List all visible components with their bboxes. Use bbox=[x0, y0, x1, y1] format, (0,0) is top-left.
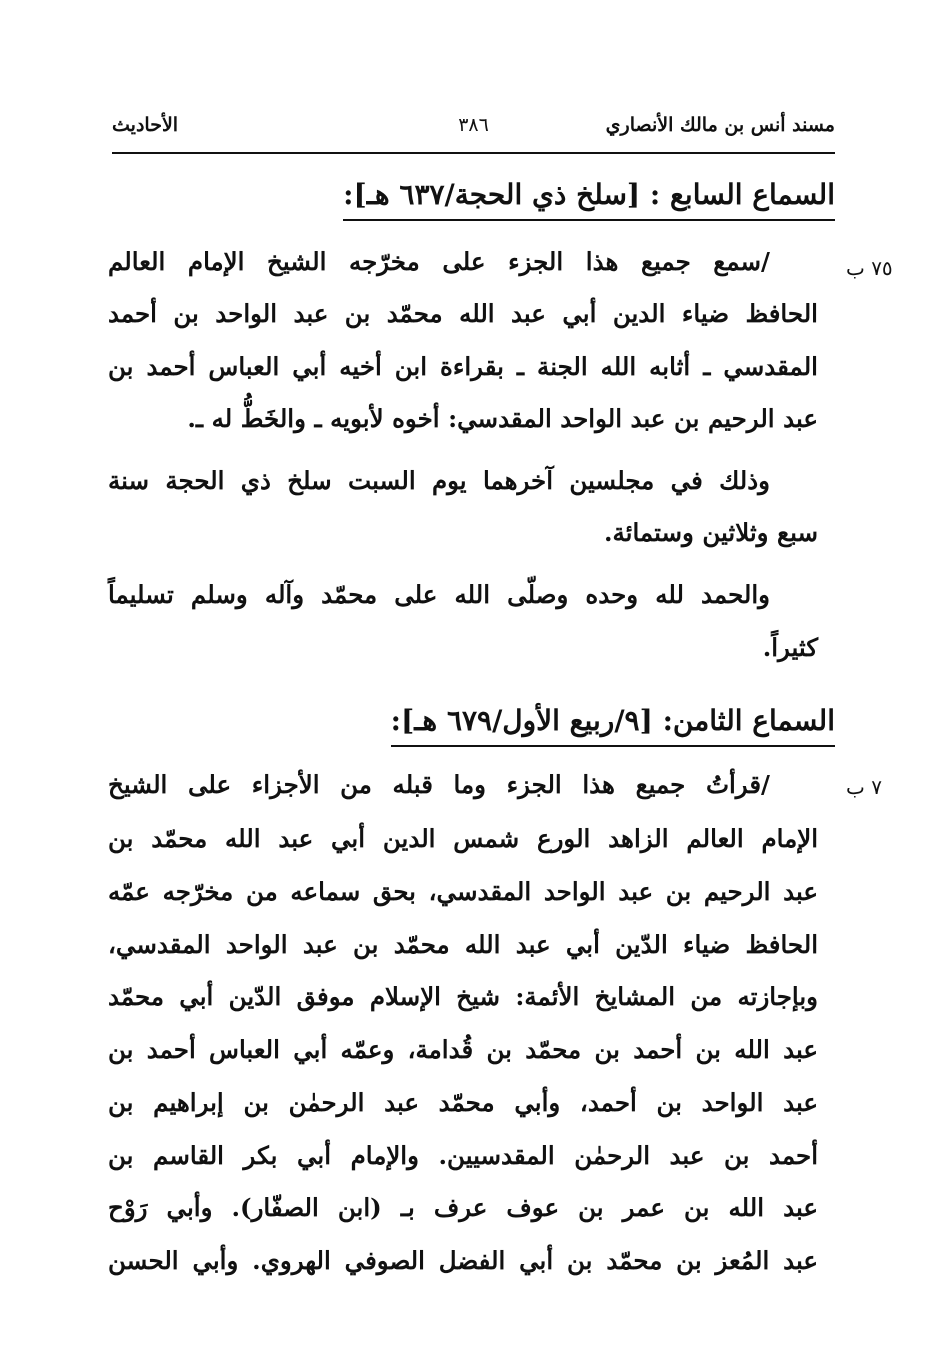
text-line: المقدسي ـ أثابه الله الجنة ـ بقراءة ابن أخيه أبي العباس أحمد بن bbox=[108, 352, 818, 381]
text-line: والحمد لله وحده وصلّى الله على محمّد وآله وسلم تسليماً bbox=[108, 580, 770, 609]
section-heading-1: السماع السابع : [سلخ ذي الحجة/٦٣٧ هـ]: bbox=[343, 178, 835, 221]
text-line: أحمد بن عبد الرحمٰن المقدسيين. والإمام أبي بكر القاسم بن bbox=[108, 1141, 818, 1170]
text-line: عبد الواحد بن أحمد، وأبي محمّد عبد الرحمٰن بن إبراهيم بن bbox=[108, 1088, 818, 1117]
section-heading-2: السماع الثامن: [٩/ربيع الأول/٦٧٩ هـ]: bbox=[391, 704, 835, 747]
text-line: وذلك في مجلسين آخرهما يوم السبت سلخ ذي الحجة سنة bbox=[108, 466, 770, 495]
margin-note-2: ٧ ب bbox=[846, 775, 882, 799]
section-title: الأحاديث bbox=[112, 114, 179, 136]
running-header bbox=[112, 108, 835, 148]
page-number: ٣٨٦ bbox=[458, 114, 489, 136]
text-line: وبإجازته من المشايخ الأئمة: شيخ الإسلام موفق الدّين أبي محمّد bbox=[108, 982, 818, 1011]
text-line: عبد المُعز بن محمّد بن أبي الفضل الصوفي الهروي. وأبي الحسن bbox=[108, 1246, 818, 1275]
text-line: /سمع جميع هذا الجزء على مخرّجه الشيخ الإمام العالم bbox=[108, 247, 770, 276]
book-title: مسند أنس بن مالك الأنصاري bbox=[605, 114, 835, 136]
text-line: عبد الرحيم بن عبد الواحد المقدسي: أخوه لأبويه ـ والخَطُّ له ـ. bbox=[187, 404, 818, 433]
text-line: كثيراً. bbox=[762, 633, 818, 662]
text-line: الحافظ ضياء الدّين أبي عبد الله محمّد بن عبد الواحد المقدسي، bbox=[108, 930, 818, 959]
text-line: عبد الرحيم بن عبد الواحد المقدسي، بحق سماعه من مخرّجه عمّه bbox=[108, 877, 818, 906]
margin-note-1: ٧٥ ب bbox=[846, 256, 893, 280]
text-line: الحافظ ضياء الدين أبي عبد الله محمّد بن عبد الواحد بن أحمد bbox=[108, 299, 818, 328]
text-line: /قرأتُ جميع هذا الجزء وما قبله من الأجزاء على الشيخ bbox=[108, 770, 770, 799]
text-line: عبد الله بن أحمد بن محمّد بن قُدامة، وعمّه أبي العباس أحمد بن bbox=[108, 1035, 818, 1064]
text-line: عبد الله بن عمر بن عوف عرف بـ (ابن الصفّار). وأبي رَوْح bbox=[108, 1193, 818, 1222]
text-line: سبع وثلاثين وستمائة. bbox=[603, 518, 818, 547]
header-divider bbox=[112, 152, 835, 154]
text-line: الإمام العالم الزاهد الورع شمس الدين أبي عبد الله محمّد بن bbox=[108, 824, 818, 853]
